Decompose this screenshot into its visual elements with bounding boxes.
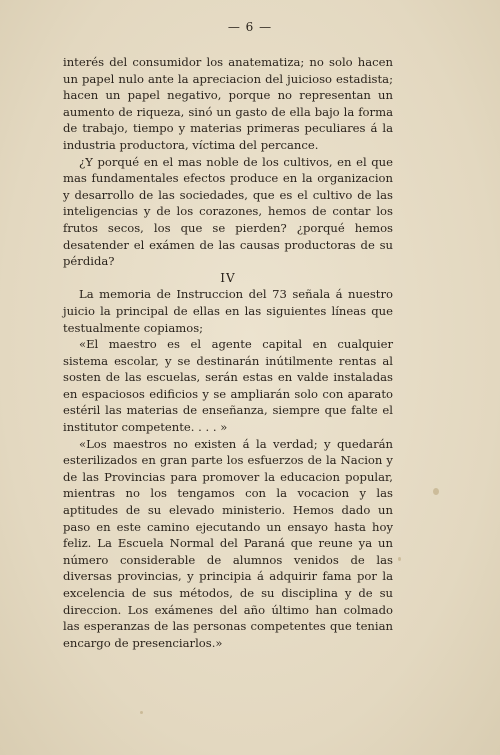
paper-stain <box>398 557 401 561</box>
paper-stain <box>140 711 143 714</box>
paper-stain <box>433 488 439 495</box>
paragraph-4: «El maestro es el agente capital en cualquier sistema escolar, y se destinarán inútilmente rentas al sosten de las escuelas, serán estas en valde instaladas en espaciosos edificios y se ampliarán solo con aparato estéril las materias de enseñanza, siempre que falte el institutor competente. . . . » <box>63 337 393 435</box>
paragraph-1: interés del consumidor los anatematiza; no solo hacen un papel nulo ante la apreciacion del juicioso estadista; hacen un papel negativo, porque no representan un aumento de riqueza, sinó un gasto de ella bajo la forma de trabajo, tiempo y materias primeras peculiares á la industria productora, víctima del percance. <box>63 55 393 152</box>
page-number: — 6 — <box>227 20 273 34</box>
paragraph-3: La memoria de Instruccion del 73 señala á nuestro juicio la principal de ellas en las siguientes líneas que testualmente copiamos; <box>63 287 393 335</box>
section-heading: IV <box>220 270 236 285</box>
body-text <box>63 54 393 651</box>
paragraph-5: «Los maestros no existen á la verdad; y quedarán esterilizados en gran parte los esfuerzos de la Nacion y de las Provincias para promover la educacion popular, mientras no los tengamos con la vocacion y las aptitudes de su elevado ministerio. Hemos dado un paso en este camino ejecutando un ensayo hasta hoy feliz. La Escuela Normal del Paraná que reune ya un número considerable de alumnos venidos de las diversas provincias, y principia á adquirir fama por la excelencia de sus métodos, de su disciplina y de su direccion. Los exámenes del año último han colmado las esperanzas de las personas competentes que tenian encargo de presenciarlos.» <box>63 436 393 650</box>
paragraph-2: ¿Y porqué en el mas noble de los cultivos, en el que mas fundamentales efectos produce en la organizacion y desarrollo de las sociedades, que es el cultivo de las inteligencias y de los corazones, hemos de contar los frutos secos, los que se pierden? ¿porqué hemos desatender el exámen de las causas productoras de su pérdida? <box>63 154 393 269</box>
